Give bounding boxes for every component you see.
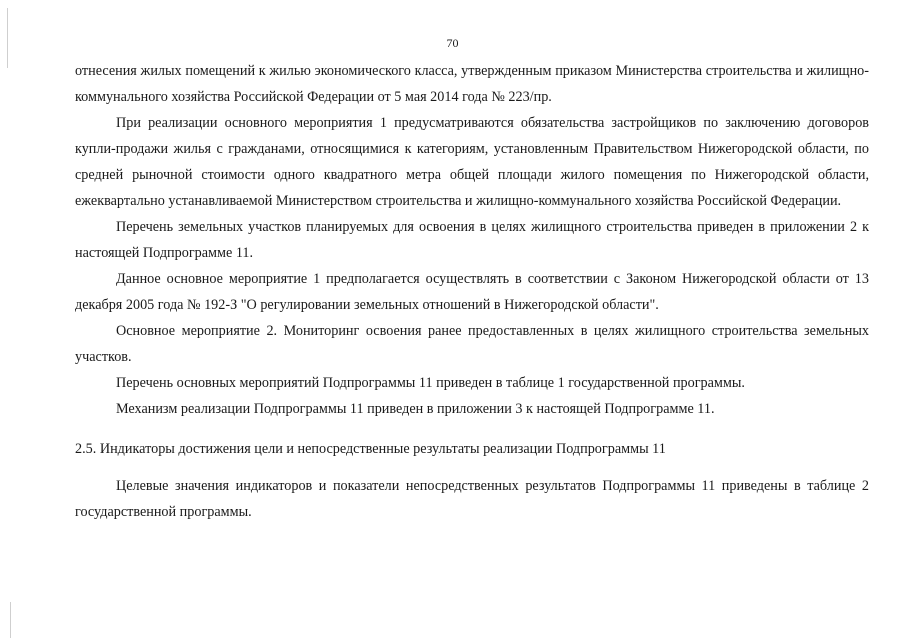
paragraph-law-reference: Данное основное мероприятие 1 предполагается осуществлять в соответствии с Законом Нижегородской области от 13 декабря 2005 года № 192-З "О регулировании земельных отношений в Нижегородской области". xyxy=(75,271,869,313)
document-body xyxy=(75,58,869,525)
section-heading: 2.5. Индикаторы достижения цели и непосредственные результаты реализации Подпрограммы 11 xyxy=(75,441,666,457)
page-number: 70 xyxy=(446,36,459,50)
paragraph-indicators: Целевые значения индикаторов и показатели непосредственных результатов Подпрограммы 11 приведены в таблице 2 государственной программы. xyxy=(75,478,869,520)
paragraph-activities-list: Перечень основных мероприятий Подпрограммы 11 приведен в таблице 1 государственной программы. xyxy=(116,375,745,391)
scan-edge-mark xyxy=(10,602,11,638)
paragraph-main-activity-1: При реализации основного мероприятия 1 предусматриваются обязательства застройщиков по заключению договоров купли-продажи жилья с гражданами, относящимися к категориям, установленным Правительством Нижегородской области, по средней рыночной стоимости одного квадратного метра общей площади жилого помещения по Нижегородской области, ежеквартально устанавливаемой Министерством строительства и жилищно-коммунального хозяйства Российской Федерации. xyxy=(75,115,869,209)
paragraph-main-activity-2: Основное мероприятие 2. Мониторинг освоения ранее предоставленных в целях жилищного строительства земельных участков. xyxy=(75,323,869,365)
paragraph-continuation: отнесения жилых помещений к жилью экономического класса, утвержденным приказом Министерства строительства и жилищно-коммунального хозяйства Российской Федерации от 5 мая 2014 года № 223/пр. xyxy=(75,63,869,105)
paragraph-land-plots-list: Перечень земельных участков планируемых для освоения в целях жилищного строительства приведен в приложении 2 к настоящей Подпрограмме 11. xyxy=(75,219,869,261)
paragraph-mechanism: Механизм реализации Подпрограммы 11 приведен в приложении 3 к настоящей Подпрограмме 11. xyxy=(116,401,715,417)
